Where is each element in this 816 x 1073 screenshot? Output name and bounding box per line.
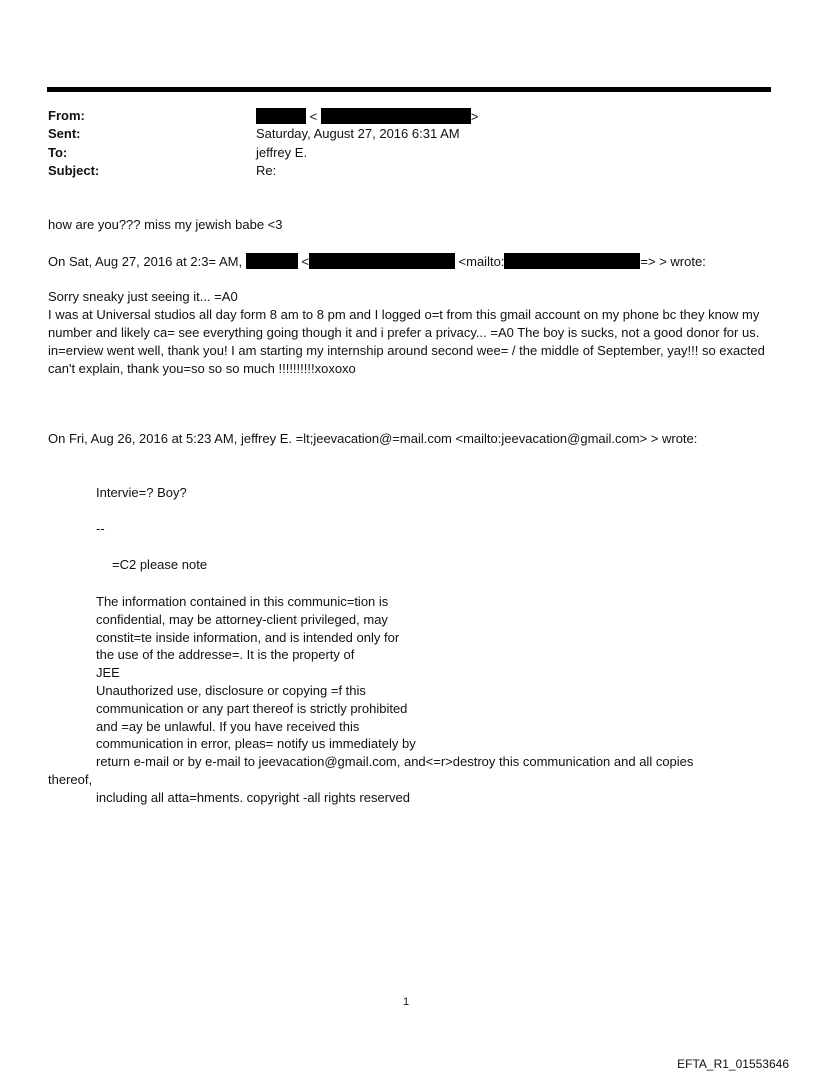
to-value: jeffrey E. [256,145,308,160]
disclaimer-line: confidential, may be attorney-client privileged, may [96,611,388,627]
reply-line: in=erview went well, thank you! I am starting my internship around second wee= / the middle of September, yay!!! so exacted can't explain, thank you=so so so much !!!!!!!!!!xoxoxo [48,343,765,376]
disclaimer-line: constit=te inside information, and is intended only for [96,629,400,645]
from-gt: > [470,109,479,124]
disclaimer-line: return e-mail or by e-mail to jeevacation@gmail.com, and<=r>destroy this communication and all copies [96,754,694,770]
quote1-mailto: <mailto: [458,254,505,269]
please-note-line: =C2 please note [112,557,208,572]
disclaimer-line: The information contained in this communic=tion is [96,594,389,609]
redacted-quote-mailto [504,253,640,269]
disclaimer-line: JEE [96,665,120,681]
reply-line: I was at Universal studios all day form 8 am to 8 pm and I logged o=t from this gmail account on my phone bc they know my number and likely ca= see everything going though it and i prefer a privacy... =A0 The boy is sucks, not a good donor for us. [48,307,760,340]
redacted-sender-email [321,108,471,124]
page-number: 1 [403,996,410,1008]
reply-line: Sorry sneaky just seeing it... =A0 [48,289,238,304]
redacted-quote-email [309,253,455,269]
disclaimer-line: and =ay be unlawful. If you have received this [96,718,360,734]
disclaimer-line: Unauthorized use, disclosure or copying =f this [96,682,366,698]
quote1-prefix: On Sat, Aug 27, 2016 at 2:3= AM, [48,254,243,269]
interview-line: Intervie=? Boy? [96,485,187,500]
from-lt: < [309,109,318,124]
header-rule [47,87,771,92]
from-value [256,108,478,125]
reply-paragraph [48,288,770,378]
greeting-line: how are you??? miss my jewish babe <3 [48,217,283,232]
disclaimer-last-line: including all atta=hments. copyright -all rights reserved [96,790,410,805]
to-label: To: [48,145,68,160]
quote1-suffix: => > wrote: [640,254,706,269]
sent-label: Sent: [48,126,81,141]
quote-header-1 [48,253,706,270]
disclaimer-wrap: thereof, [48,772,93,787]
redacted-quote-name [246,253,298,269]
subject-label: Subject: [48,163,100,178]
disclaimer-block [96,593,693,771]
quote-header-2: On Fri, Aug 26, 2016 at 5:23 AM, jeffrey E. =lt;jeevacation@=mail.com <mailto:jeevacation@gmail.com> > wrote: [48,431,698,446]
document-id: EFTA_R1_01553646 [677,1057,789,1071]
sent-value: Saturday, August 27, 2016 6:31 AM [256,126,460,141]
subject-value: Re: [256,163,277,178]
signature-dash: -- [96,521,105,536]
redacted-sender-name [256,108,306,124]
disclaimer-line: the use of the addresse=. It is the property of [96,647,355,663]
from-label: From: [48,108,85,123]
disclaimer-line: communication in error, pleas= notify us immediately by [96,736,416,752]
disclaimer-line: communication or any part thereof is strictly prohibited [96,700,408,716]
quote1-lt: < [301,254,309,269]
